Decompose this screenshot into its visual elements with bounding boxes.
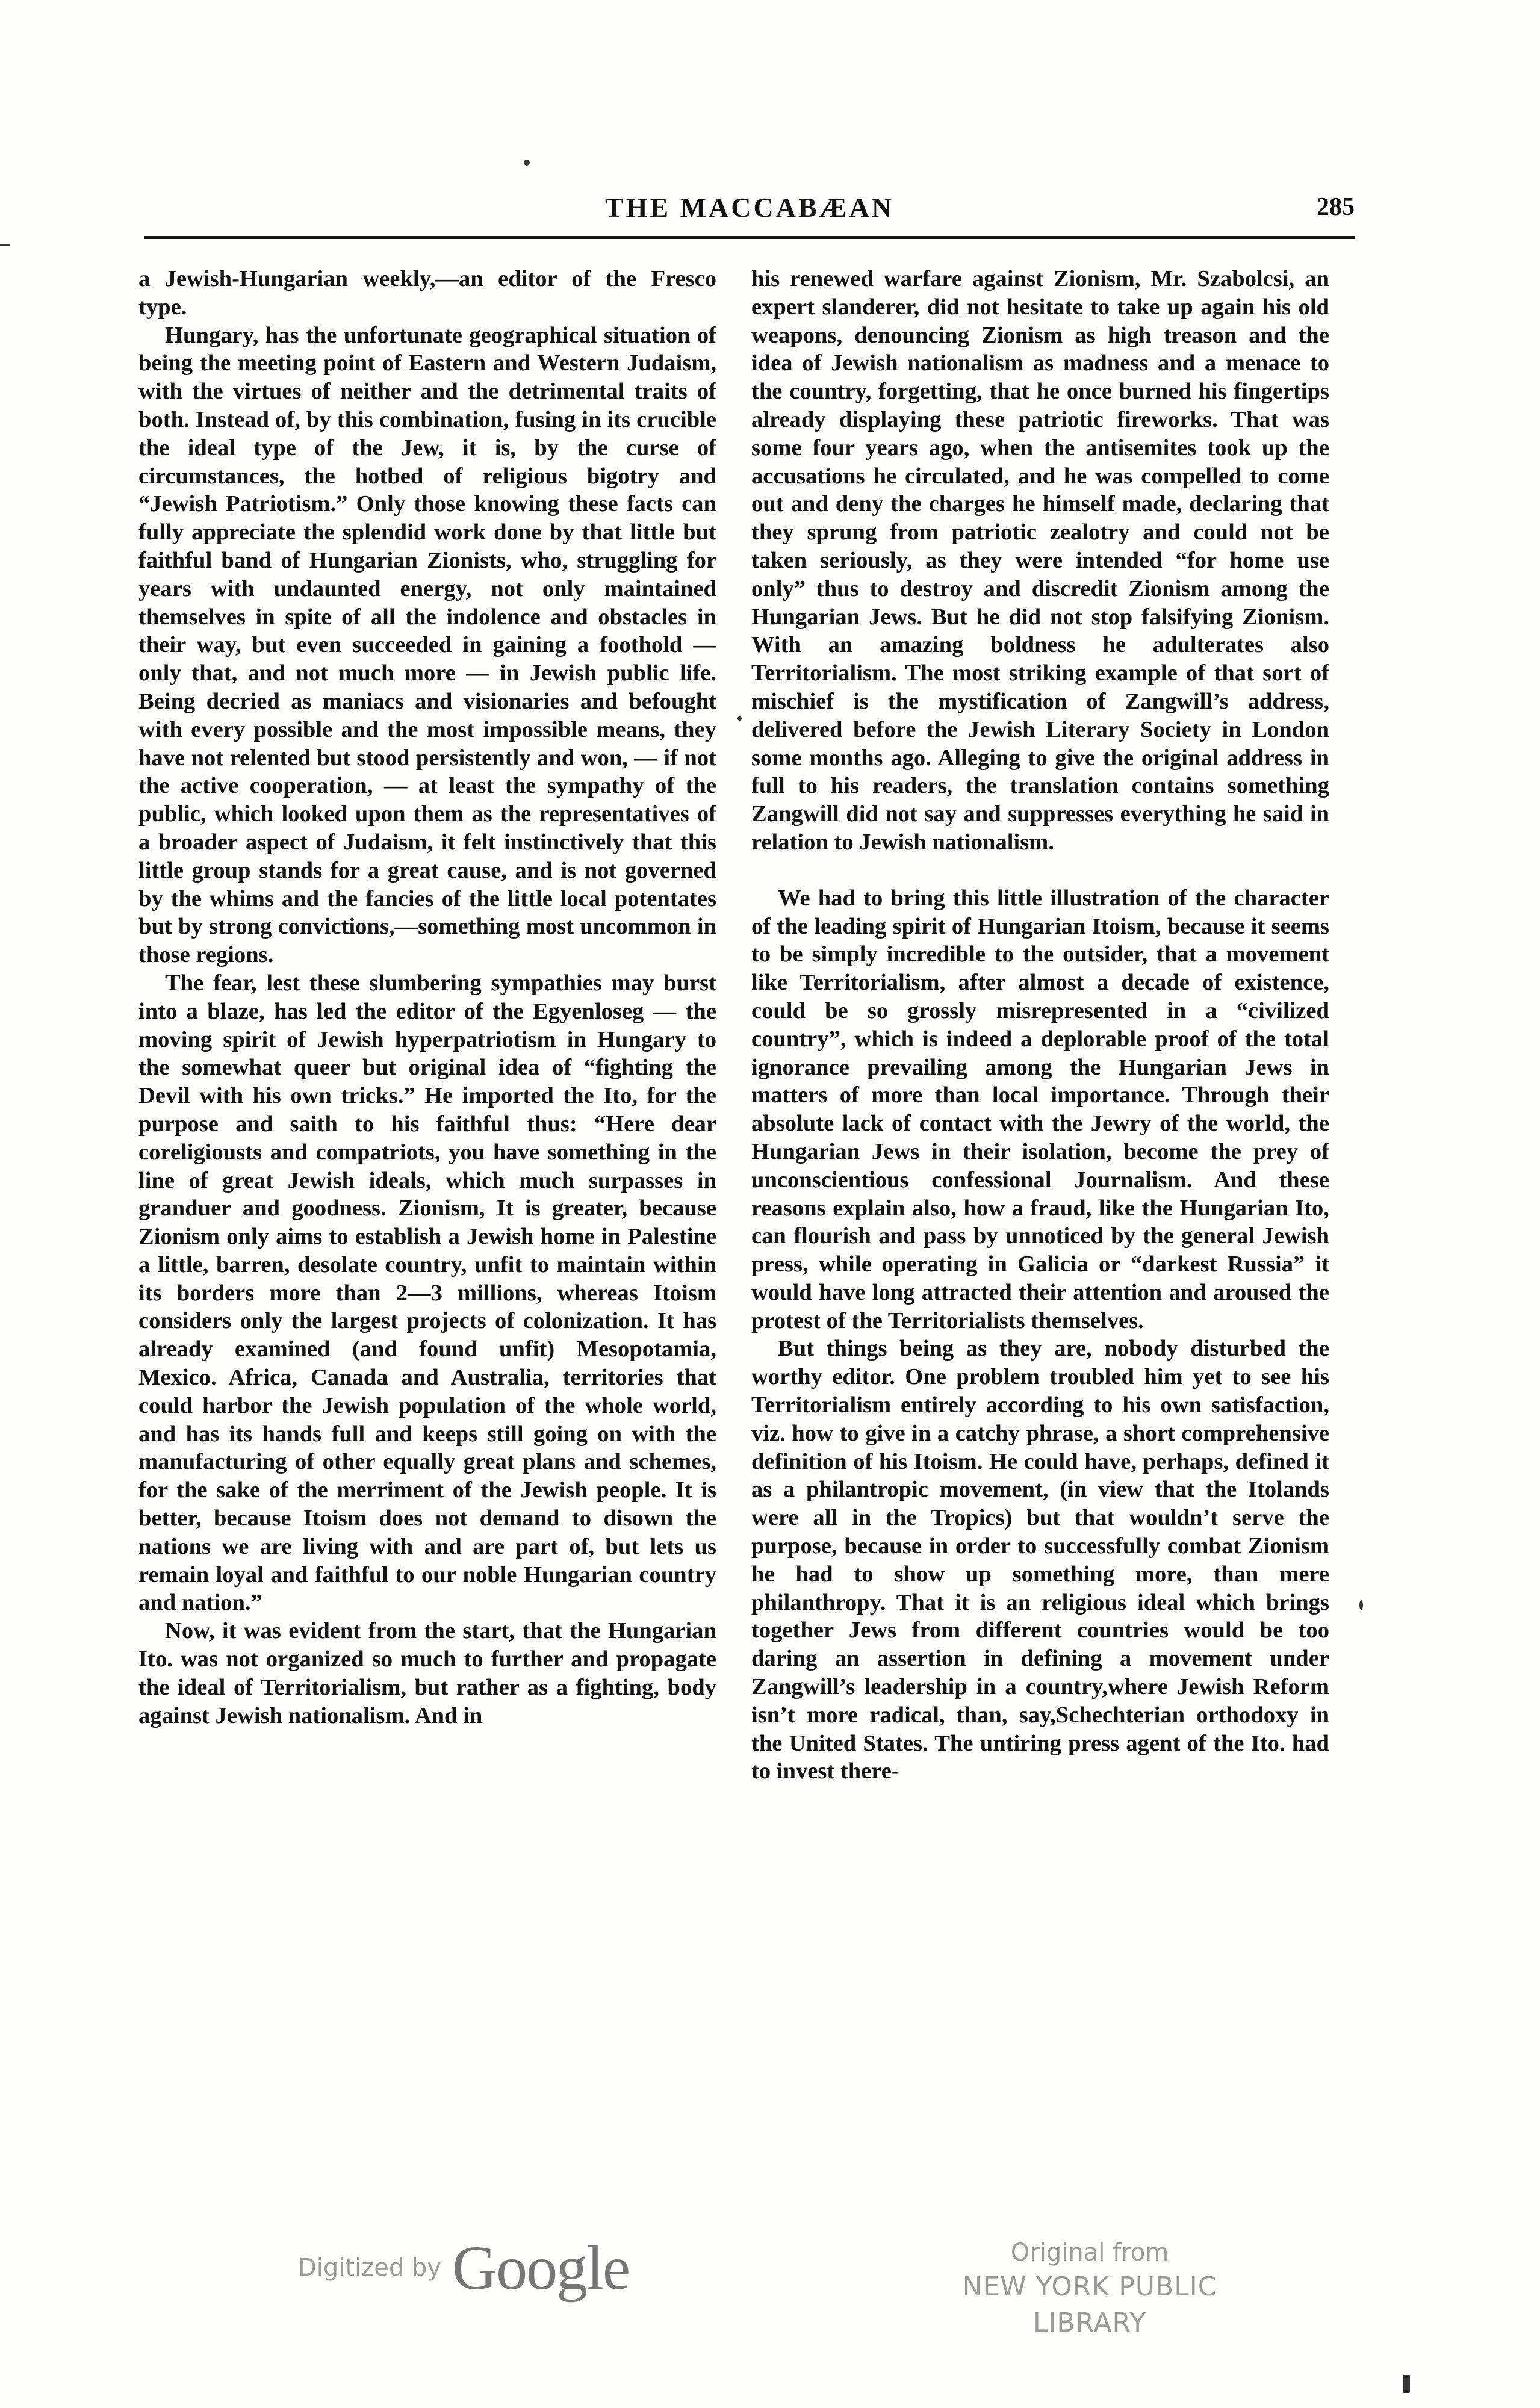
journal-title: THE MACCABÆAN — [604, 192, 895, 223]
left-column — [138, 265, 716, 2270]
original-source — [903, 2236, 1276, 2341]
paragraph: The fear, lest these slumbering sympathies may burst into a blaze, has led the editor of the Egyenloseg — the moving spirit of Jewish hyperpatriotism in Hungary to the somewhat queer but original idea of “fighting the Devil with his own tricks.” He imported the Ito, for the purpose and saith to his faithful thus: “Here dear coreligiousts and compatriots, you have something in the line of great Jewish ideals, which much surpasses in granduer and goodness. Zionism, It is greater, because Zionism only aims to establish a Jewish home in Palestine a little, barren, desolate country, unfit to maintain within its borders more than 2—3 millions, whereas Itoism considers only the largest projects of colonization. It has already examined (and found unfit) Mesopotamia, Mexico. Africa, Canada and Australia, territories that could harbor the Jewish population of the whole world, and has its hands full and keeps still going on with the manufacturing of other equally great plans and schemes, for the sake of the merriment of the Jewish people. It is better, because Itoism does not demand to disown the nations we are living with and are part of, but lets us remain loyal and faithful to our noble Hungarian country and nation.” — [138, 970, 716, 1616]
paragraph: Hungary, has the unfortunate geographical situation of being the meeting point of Eastern and Western Judaism, with the virtues of neither and the detrimental traits of both. Instead of, by this combination, fusing in its crucible the ideal type of the Jew, it is, by the curse of circumstances, the hotbed of religious bigotry and “Jewish Patriotism.” Only those knowing these facts can fully appreciate the splendid work done by that little but faithful band of Hungarian Zionists, who, struggling for years with undaunted energy, not only maintained themselves in spite of all the indolence and obstacles in their way, but even succeeded in gaining a foothold — only that, and not much more — in Jewish public life. Being decried as maniacs and visionaries and befought with every possible and the most impossible means, they have not relented but stood persistently and won, — if not the active cooperation, — at least the sympathy of the public, which looked upon them as the representatives of a broader aspect of Judaism, it felt instinctively that this little group stands for a great cause, and is not governed by the whims and the fancies of the little local potentates but by strong convictions,—something most uncommon in those regions. — [138, 322, 716, 968]
paragraph: We had to bring this little illustration of the character of the leading spirit of Hungarian Itoism, because it seems to be simply incredible to the outsider, that a movement like Territorialism, after almost a decade of existence, could be so grossly misrepresented in a “civilized country”, which is indeed a deplorable proof of the total ignorance prevailing among the Hungarian Jews in matters of more than local importance. Through their absolute lack of contact with the Jewry of the world, the Hungarian Jews in their isolation, become the prey of unconscientious confessional Journalism. And these reasons explain also, how a fraud, like the Hungarian Ito, can flourish and pass by unnoticed by the general Jewish press, while operating in Galicia or “darkest Russia” it would have long attracted their attention and aroused the protest of the Territorialists themselves. — [751, 885, 1329, 1333]
scan-speck — [0, 244, 10, 246]
page-number: 285 — [1317, 193, 1355, 221]
paragraph: Now, it was evident from the start, that the Hungarian Ito. was not organized so much to further and propagate the ideal of Territorialism, but rather as a fighting, body against Jewish nationalism. And in — [138, 1618, 716, 1728]
paragraph: his renewed warfare against Zionism, Mr. Szabolcsi, an expert slanderer, did not hesitate to take up again his old weapons, denouncing Zionism as high treason and the idea of Jewish nationalism as madness and a menace to the country, forgetting, that he once burned his fingertips already displaying these patriotic fireworks. That was some four years ago, when the antisemites took up the accusations he circulated, and he was compelled to come out and deny the charges he himself made, declaring that they sprung from patriotic zealotry and could not be taken seriously, as they were intended “for home use only” thus to destroy and discredit Zionism among the Hungarian Jews. But he did not stop falsifying Zionism. With an amazing boldness he adulterates also Territorialism. The most striking example of that sort of mischief is the mystification of Zangwill’s address, delivered before the Jewish Literary Society in London some months ago. Alleging to give the original address in full to his readers, the translation contains something Zangwill did not say and suppresses everything he said in relation to Jewish nationalism. — [751, 266, 1329, 855]
scan-speck — [1403, 2375, 1410, 2393]
google-logo: Google — [452, 2233, 630, 2303]
scan-speck — [524, 160, 530, 166]
library-name: NEW YORK PUBLIC LIBRARY — [962, 2271, 1217, 2338]
paragraph: But things being as they are, nobody disturbed the worthy editor. One problem troubled him yet to see his Territorialism entirely according to his own satisfaction, viz. how to give in a catchy phrase, a short comprehensive definition of his Itoism. He could have, perhaps, defined it as a philantropic movement, (in view that the Itolands were all in the Tropics) but that wouldn’t serve the purpose, because in order to successfully combat Zionism he had to show up something more, than mere philanthropy. That it is an religious ideal which brings together Jews from different countries would be too daring an assertion in defining a movement under Zangwill’s leadership in a country,where Jewish Reform isn’t more radical, than, say,Schechterian orthodoxy in the United States. The untiring press agent of the Ito. had to invest there- — [751, 1336, 1329, 1784]
header-rule — [144, 236, 1355, 239]
scan-speck — [1359, 1600, 1363, 1610]
original-from-label: Original from — [1010, 2239, 1169, 2267]
digitized-by-google — [298, 2235, 629, 2301]
running-header — [144, 191, 1355, 234]
right-column — [751, 265, 1329, 2270]
paragraph: a Jewish-Hungarian weekly,—an editor of the Fresco type. — [138, 266, 716, 320]
scan-speck — [737, 716, 742, 721]
digitized-by-label: Digitized by — [298, 2254, 441, 2282]
